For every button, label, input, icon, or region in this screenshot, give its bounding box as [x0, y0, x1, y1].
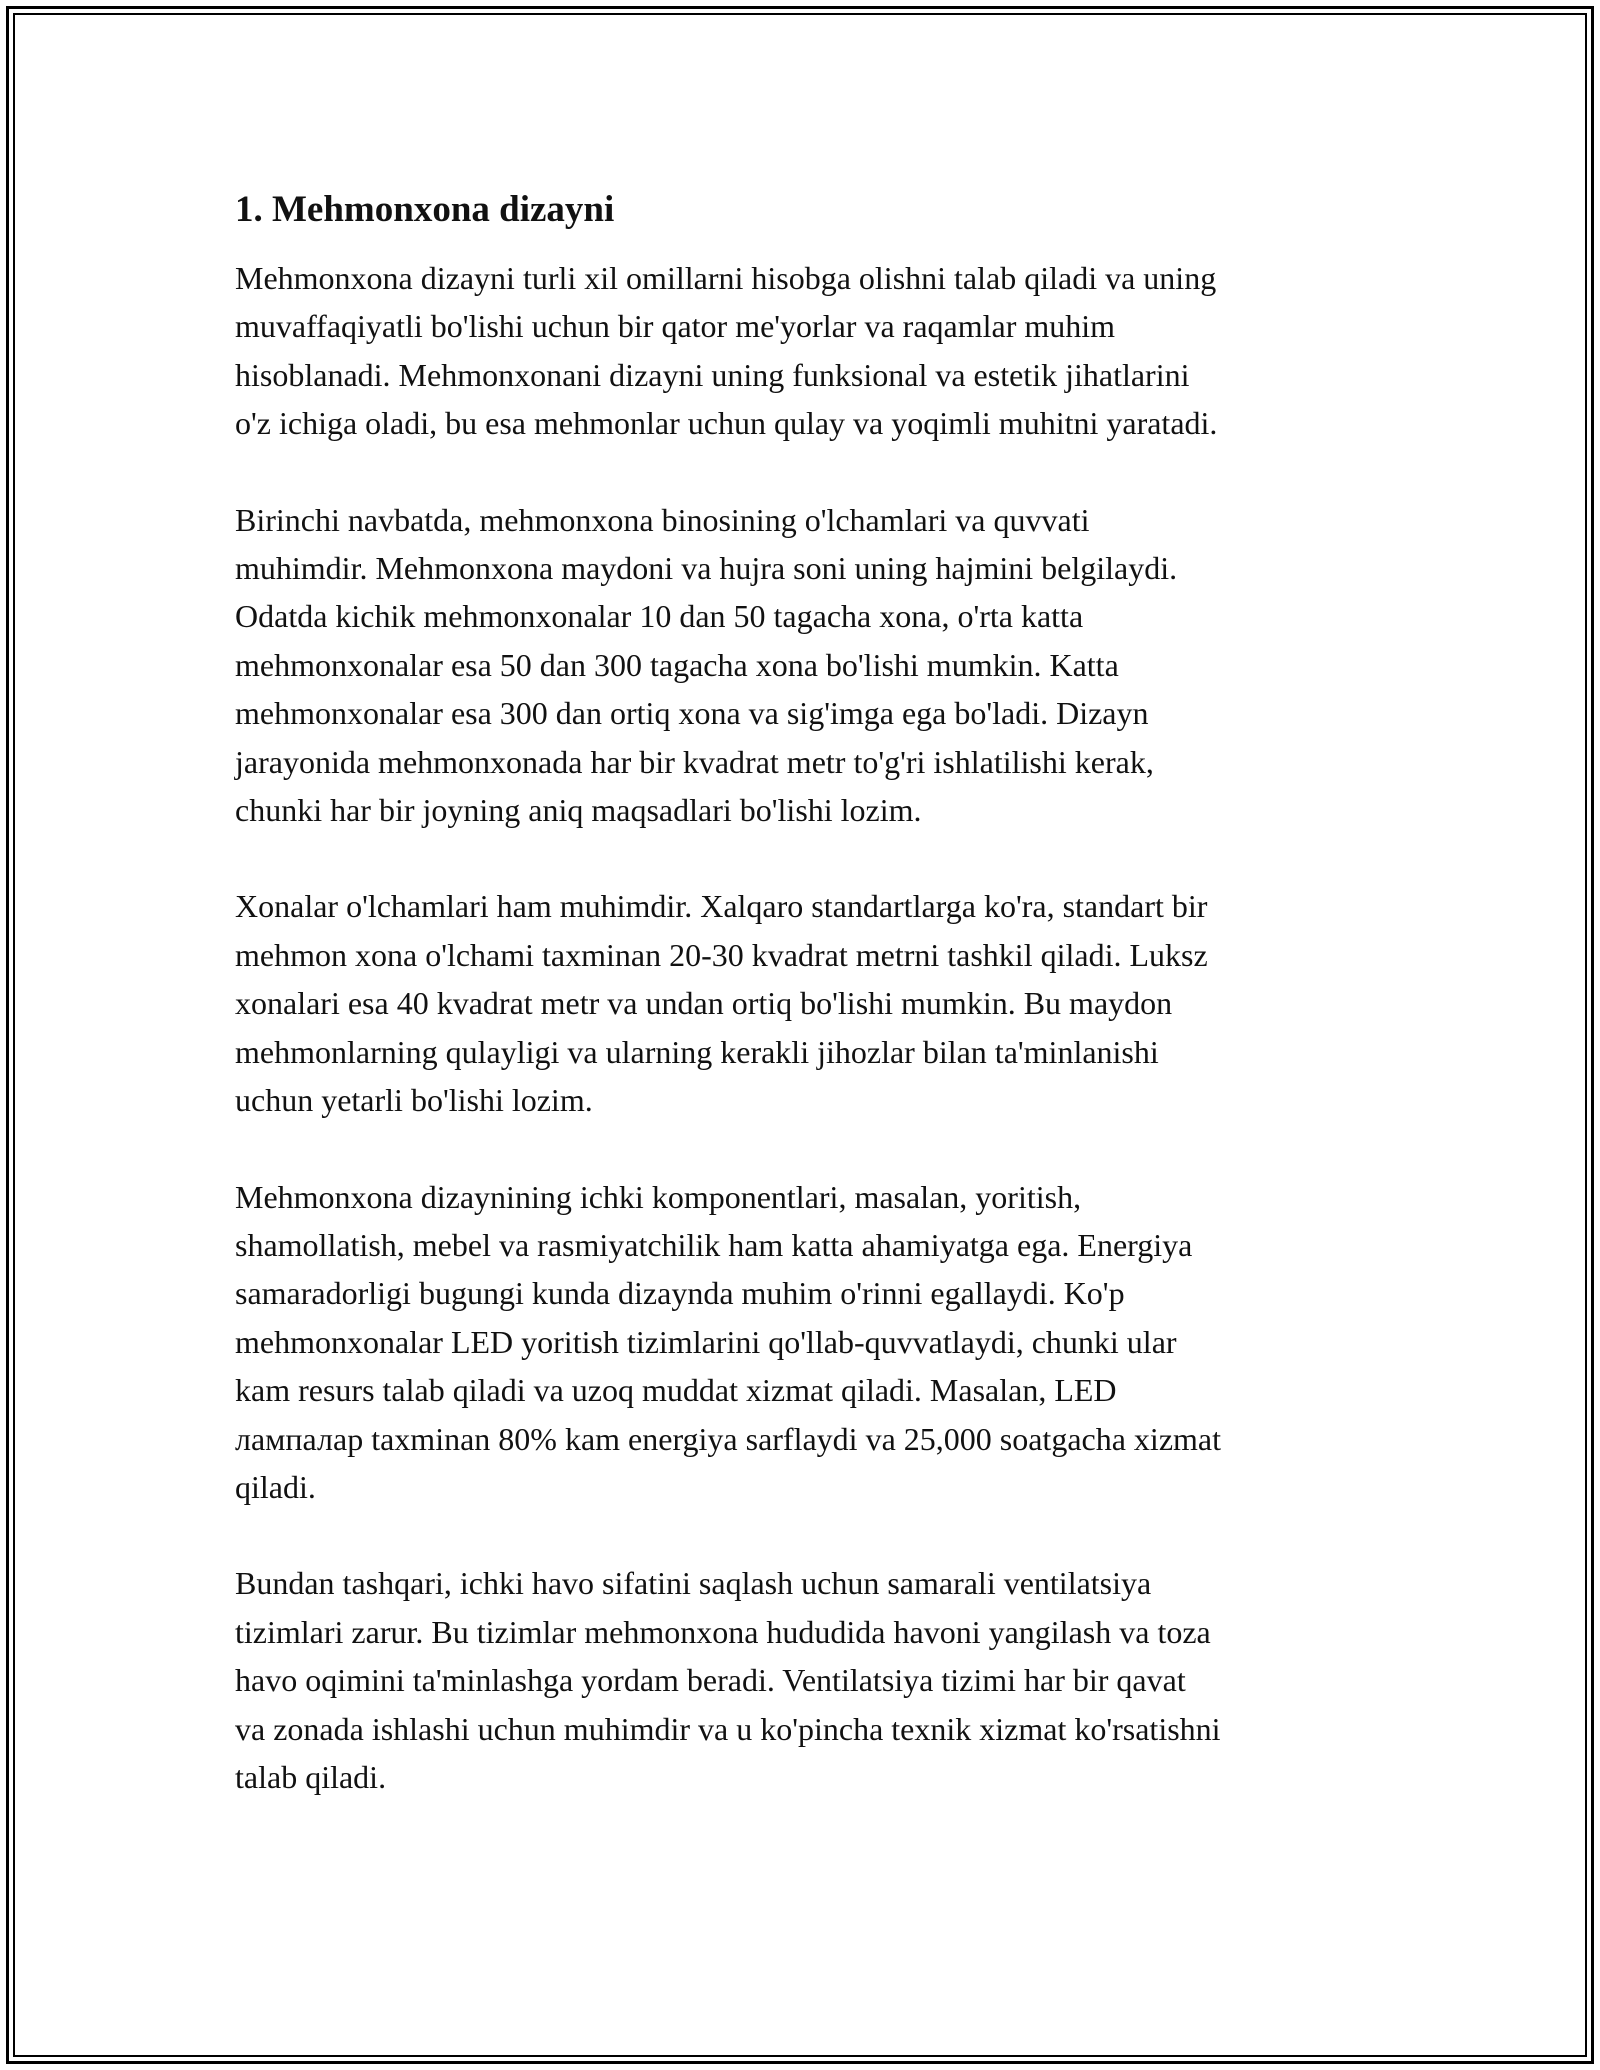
paragraph-intro: Mehmonxona dizayni turli xil omillarni hisobga olishni talab qiladi va uning muvaffaqiyatli bo'lishi uchun bir qator me'yorlar va raqamlar muhim hisoblanadi. Mehmonxonani dizayni uning funksional va estetik jihatlarini o'z ichiga oladi, bu esa mehmonlar uchun qulay va yoqimli muhitni yaratadi.: [235, 260, 1218, 442]
paragraph-ventilation: Bundan tashqari, ichki havo sifatini saqlash uchun samarali ventilatsiya tizimlari zarur. Bu tizimlar mehmonxona hududida havoni yangilash va toza havo oqimini ta'minlashga yordam beradi. Ventilatsiya tizimi har bir qavat va zonada ishlashi uchun muhimdir va u ko'pincha texnik xizmat ko'rsatishni talab qiladi.: [235, 1565, 1221, 1795]
section-heading: 1. Mehmonxona dizayni: [235, 189, 615, 230]
document-body: [235, 186, 1385, 1849]
paragraph-interior-components: Mehmonxona dizaynining ichki komponentlari, masalan, yoritish, shamollatish, mebel va rasmiyatchilik ham katta ahamiyatga ega. Energiya samaradorligi bugungi kunda dizaynda muhim o'rinni egallaydi. Ko'p mehmonxonalar LED yoritish tizimlarini qo'llab-quvvatlaydi, chunki ular kam resurs talab qiladi va uzoq muddat xizmat qiladi. Masalan, LED лампалар taxminan 80% kam energiya sarflaydi va 25,000 soatgacha xizmat qiladi.: [235, 1178, 1221, 1505]
paragraph-building-size: Birinchi navbatda, mehmonxona binosining o'lchamlari va quvvati muhimdir. Mehmonxona maydoni va hujra soni uning hajmini belgilaydi. Odatda kichik mehmonxonalar 10 dan 50 tagacha xona, o'rta katta mehmonxonalar esa 50 dan 300 tagacha xona bo'lishi mumkin. Katta mehmonxonalar esa 300 dan ortiq xona va sig'imga ega bo'ladi. Dizayn jarayonida mehmonxonada har bir kvadrat metr to'g'ri ishlatilishi kerak, chunki har bir joyning aniq maqsadlari bo'lishi lozim.: [235, 501, 1178, 829]
paragraph-room-size: Xonalar o'lchamlari ham muhimdir. Xalqaro standartlarga ko'ra, standart bir mehmon xona o'lchami taxminan 20-30 kvadrat metrni tashkil qiladi. Luksz xonalari esa 40 kvadrat metr va undan ortiq bo'lishi mumkin. Bu maydon mehmonlarning qulayligi va ularning kerakli jihozlar bilan ta'minlanishi uchun yetarli bo'lishi lozim.: [235, 888, 1208, 1119]
